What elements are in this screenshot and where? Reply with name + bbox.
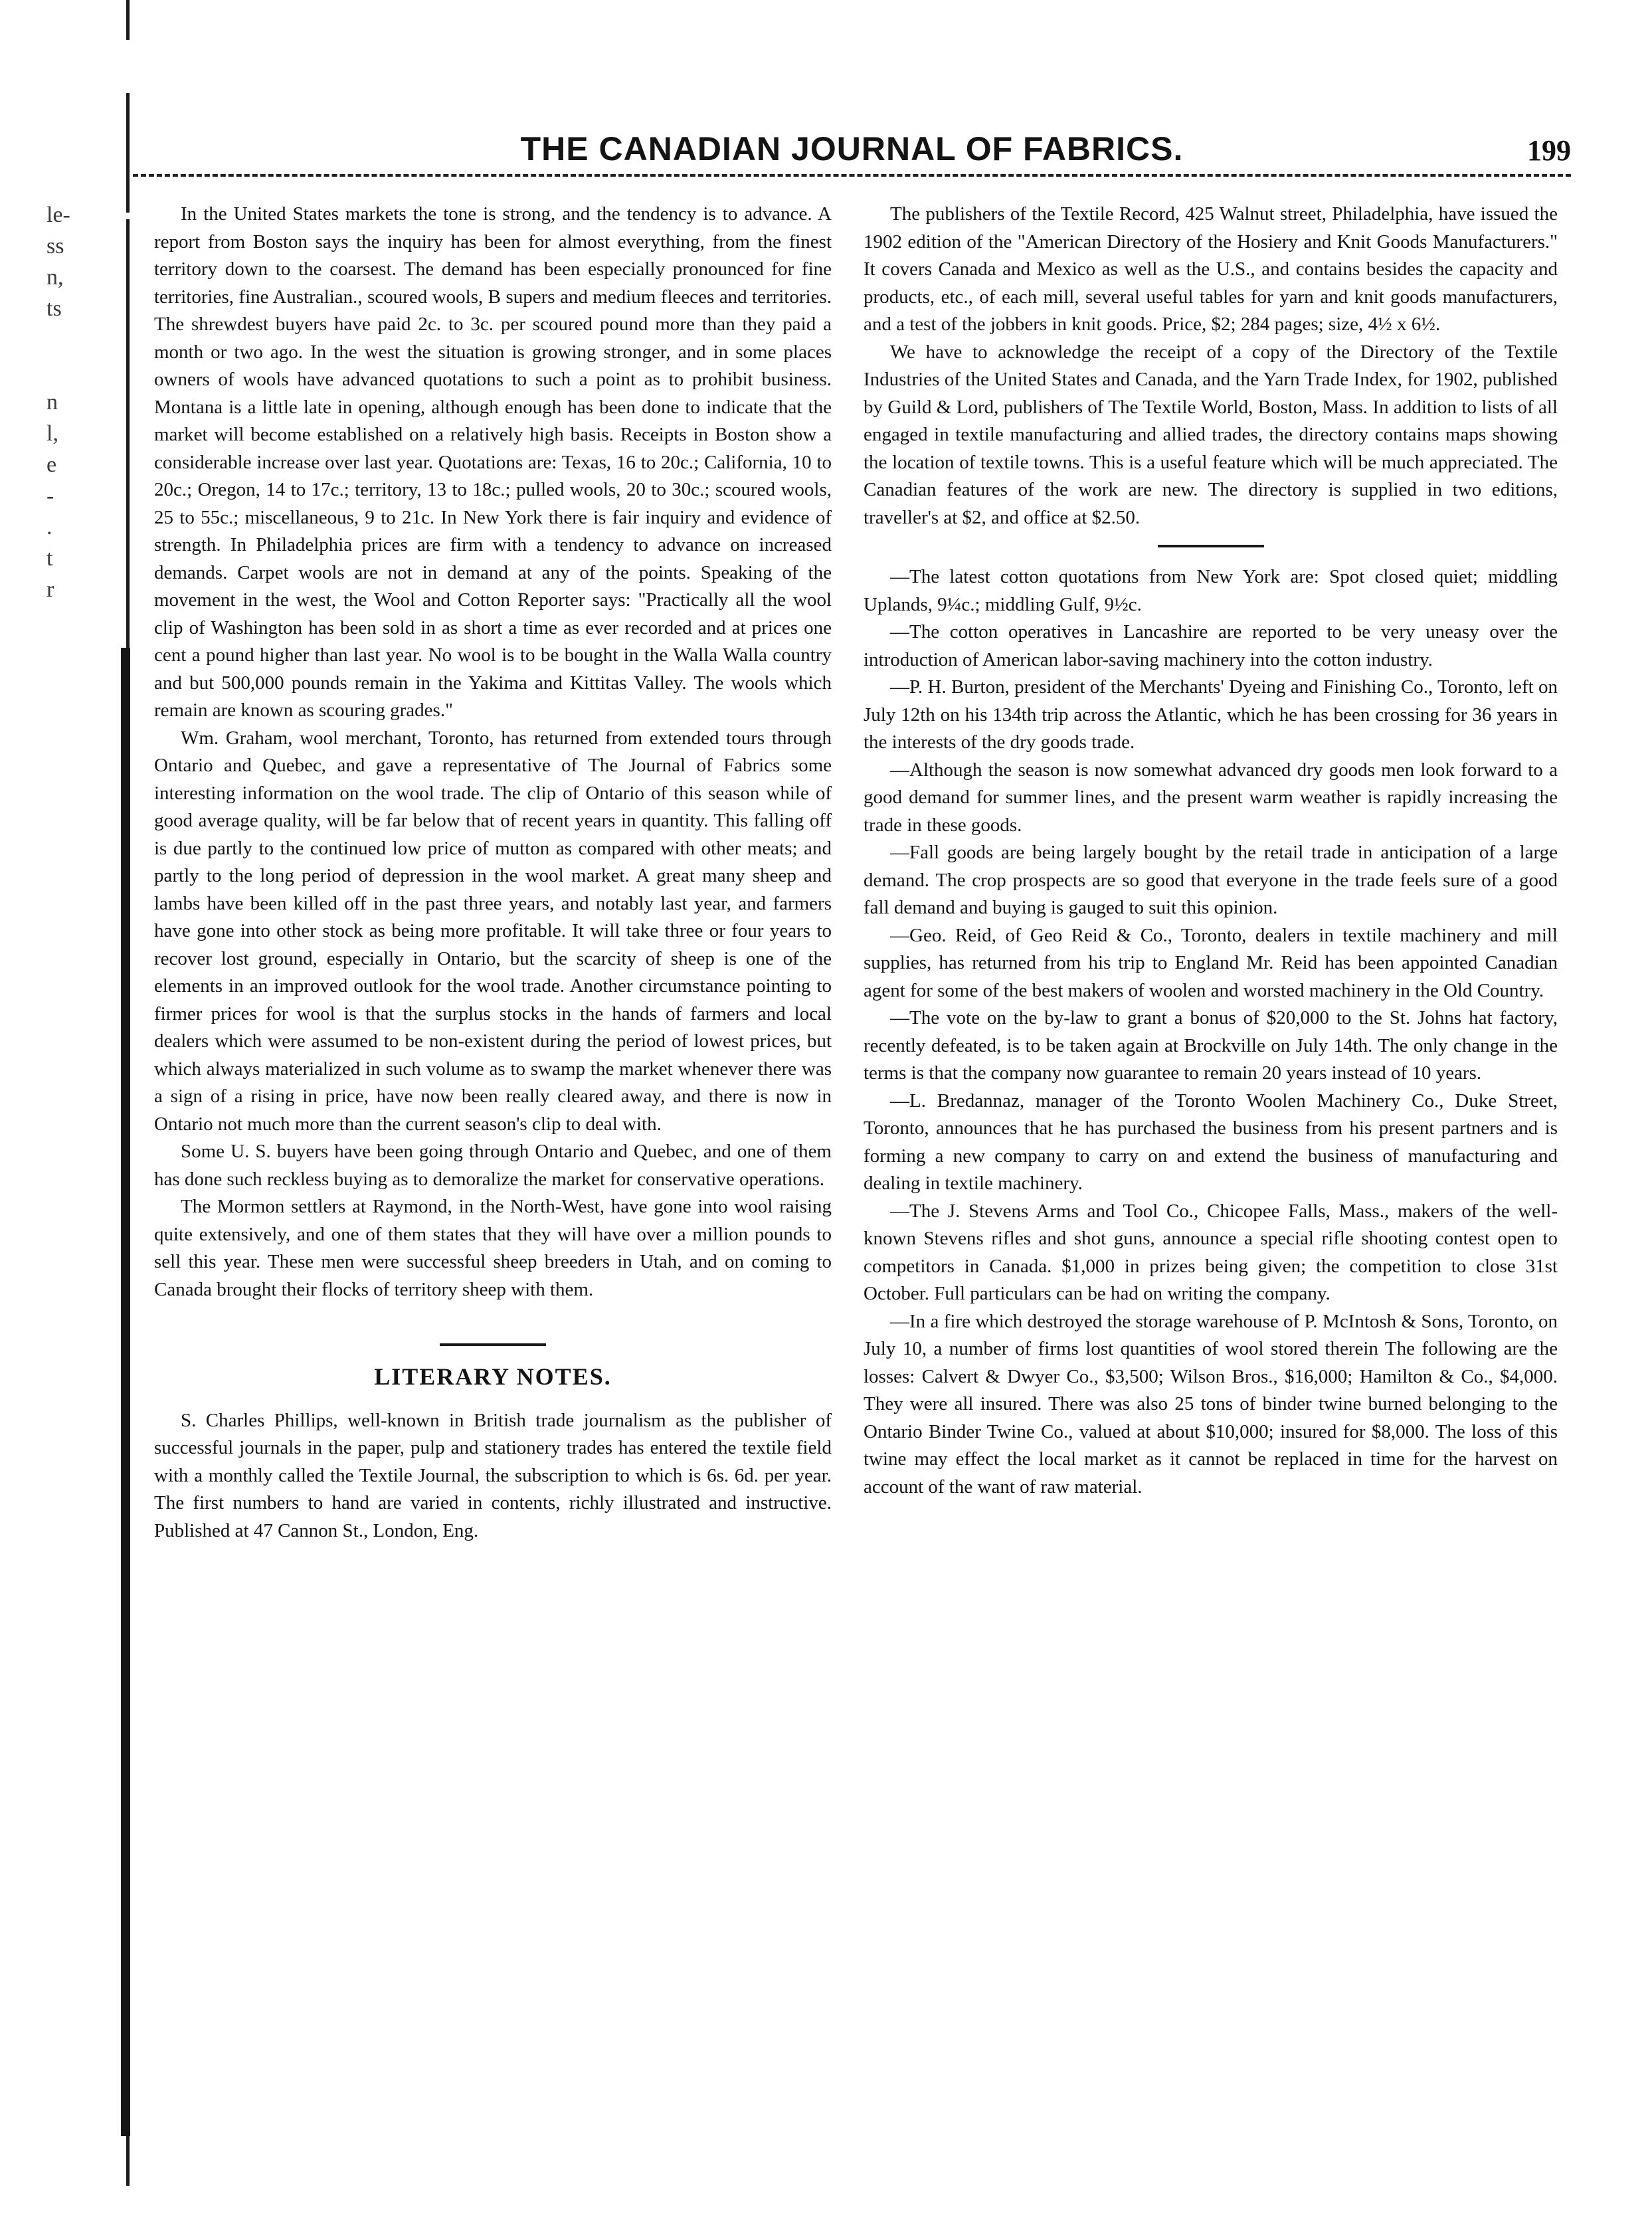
news-item: —The cotton operatives in Lancashire are reported to be very uneasy over the introduction of American labor-saving machinery into the cotton industry.	[864, 621, 1558, 670]
news-item: —P. H. Burton, president of the Merchants' Dyeing and Finishing Co., Toronto, left on July 12th on his 134th trip across the Atlantic, which he has been crossing for 36 years in the interests of the dry goods trade.	[864, 676, 1558, 753]
news-item: —The J. Stevens Arms and Tool Co., Chicopee Falls, Mass., makers of the well-known Stevens rifles and shot guns, announce a special rifle shooting contest open to competitors in Canada. $1,000 in prizes being given; the competition to close 31st October. Full particulars can be had on writing the company.	[864, 1200, 1558, 1304]
margin-fragment: ss	[46, 234, 64, 258]
margin-fragment: n	[46, 390, 58, 415]
news-item: —In a fire which destroyed the storage warehouse of P. McIntosh & Sons, Toronto, on July 10, a number of firms lost quantities of wool stored therein The following are the losses: Calvert & Dwyer Co., $3,500; Wilson Bros., $16,000; Hamilton & Co., $4,000. They were all insured. There was also 25 tons of binder twine burned belonging to the Ontario Binder Twine Co., valued at about $10,000; insured for $8,000. The loss of this twine may effect the local market as it cannot be replaced in time for the harvest on account of the want of raw material.	[864, 1310, 1558, 1497]
margin-fragment: t	[46, 546, 53, 571]
margin-fragment: r	[46, 577, 54, 602]
article-paragraph: The publishers of the Textile Record, 425 Walnut street, Philadelphia, have issued the 1902 edition of the "American Directory of the Hosiery and Knit Goods Manufacturers." It covers Canada and Mexico as well as the U.S., and contains besides the capacity and products, etc., of each mill, several useful tables for yarn and knit goods manufacturers, and a test of the jobbers in knit goods. Price, $2; 284 pages; size, 4½ x 6½.	[864, 203, 1558, 335]
margin-fragment: l,	[46, 421, 58, 446]
article-paragraph: In the United States markets the tone is strong, and the tendency is to advance. A report from Boston says the inquiry has been for almost everything, from the finest territory down to the coarsest. The demand has been especially pronounced for fine territories, fine Australian., scoured wools, B supers and medium fleeces and territories. The shrewdest buyers have paid 2c. to 3c. per scoured pound more than they paid a month or two ago. In the west the situation is growing stronger, and in some places owners of wools have advanced quotations to such a point as to prohibit business. Montana is a little late in opening, although enough has been done to indicate that the market will become established on a relatively high basis. Receipts in Boston show a considerable increase over last year. Quotations are: Texas, 16 to 20c.; California, 10 to 20c.; Oregon, 14 to 17c.; territory, 13 to 18c.; pulled wools, 20 to 30c.; scoured wools, 25 to 55c.; miscellaneous, 9 to 21c. In New York there is fair inquiry and evidence of strength. In Philadelphia prices are firm with a tendency to advance on increased demands. Carpet wools are not in demand at any of the points. Speaking of the movement in the west, the Wool and Cotton Reporter says: "Practically all the wool clip of Washington has been sold in as short a time as ever recorded and at prices one cent a pound higher than last year. No wool is to be bought in the Walla Walla country and but 500,000 pounds remain in the Yakima and Kittitas Valley. The wools which remain are known as scouring grades."	[154, 203, 832, 721]
left-column	[154, 201, 832, 1545]
margin-fragment: n,	[46, 265, 64, 290]
right-column	[864, 201, 1558, 1501]
news-item: —The latest cotton quotations from New York are: Spot closed quiet; middling Uplands, 9¼c.; middling Gulf, 9½c.	[864, 566, 1558, 615]
margin-fragment: -	[46, 484, 54, 508]
news-item: —Geo. Reid, of Geo Reid & Co., Toronto, dealers in textile machinery and mill supplies, has returned from his trip to England Mr. Reid has been appointed Canadian agent for some of the best makers of woolen and worsted machinery in the Old Country.	[864, 924, 1558, 1001]
margin-fragment	[46, 324, 113, 355]
margin-fragments	[46, 199, 113, 605]
binding-shadow	[121, 648, 130, 2136]
news-item: —Although the season is now somewhat advanced dry goods men look forward to a good demand for summer lines, and the present warm weather is rapidly increasing the trade in these goods.	[864, 759, 1558, 836]
margin-fragment: le-	[46, 203, 70, 227]
news-item: —L. Bredannaz, manager of the Toronto Woolen Machinery Co., Duke Street, Toronto, announces that he has purchased the business from his present partners and is forming a new company to carry on and extend the business of manufacturing and dealing in textile machinery.	[864, 1090, 1558, 1194]
section-heading: LITERARY NOTES.	[374, 1363, 612, 1390]
section-divider	[440, 1343, 546, 1346]
margin-fragment: e	[46, 452, 57, 477]
margin-fragment	[46, 355, 113, 387]
article-paragraph: Wm. Graham, wool merchant, Toronto, has returned from extended tours through Ontario and Quebec, and gave a representative of The Journal of Fabrics some interesting information on the wool trade. The clip of Ontario of this season while of good average quality, will be far below that of recent years in quantity. This falling off is due partly to the continued low price of mutton as compared with other meats; and partly to the long period of depression in the wool market. A great many sheep and lambs have been killed off in the past three years, and notably last year, and farmers have gone into other stock as being more profitable. It will take three or four years to recover lost ground, especially in Ontario, but the scarcity of sheep is one of the elements in an improved outlook for the wool trade. Another circumstance pointing to firmer prices for wool is that the surplus stocks in the hands of farmers and local dealers which were assumed to be non-existent during the period of lowest prices, but which always materialized in such volume as to swamp the market whenever there was a sign of a rising in price, have now been really cleared away, and there is now in Ontario not much more than the current season's clip to deal with.	[154, 727, 832, 1135]
section-divider	[1158, 545, 1264, 547]
article-paragraph: Some U. S. buyers have been going through Ontario and Quebec, and one of them has done such reckless buying as to demoralize the market for conservative operations.	[154, 1141, 832, 1190]
header-rule	[133, 174, 1571, 177]
news-item: —The vote on the by-law to grant a bonus of $20,000 to the St. Johns hat factory, recently defeated, is to be taken again at Brockville on July 14th. The only change in the terms is that the company now guarantee to remain 20 years instead of 10 years.	[864, 1007, 1558, 1084]
article-paragraph: We have to acknowledge the receipt of a copy of the Directory of the Textile Industries of the United States and Canada, and the Yarn Trade Index, for 1902, published by Guild & Lord, publishers of The Textile World, Boston, Mass. In addition to lists of all engaged in textile manufacturing and allied trades, the directory contains maps showing the location of textile towns. This is a useful feature which will be much appreciated. The Canadian features of the work are new. The directory is supplied in two editions, traveller's at $2, and office at $2.50.	[864, 341, 1558, 528]
journal-title: THE CANADIAN JOURNAL OF FABRICS.	[520, 130, 1184, 167]
running-head	[133, 130, 1571, 169]
margin-fragment: ts	[46, 296, 62, 321]
margin-fragment: .	[46, 515, 52, 539]
article-paragraph: The Mormon settlers at Raymond, in the North-West, have gone into wool raising quite extensively, and one of them states that they will have over a million pounds to sell this year. These men were successful sheep breeders in Utah, and on coming to Canada brought their flocks of territory sheep with them.	[154, 1196, 832, 1300]
page-number: 199	[1527, 134, 1571, 167]
news-item: —Fall goods are being largely bought by the retail trade in anticipation of a large demand. The crop prospects are so good that everyone in the trade feels sure of a good fall demand and buying is gauged to suit this opinion.	[864, 842, 1558, 918]
literary-note: S. Charles Phillips, well-known in British trade journalism as the publisher of successful journals in the paper, pulp and stationery trades has entered the textile field with a monthly called the Textile Journal, the subscription to which is 6s. 6d. per year. The first numbers to hand are varied in contents, richly illustrated and instructive. Published at 47 Cannon St., London, Eng.	[154, 1409, 832, 1541]
